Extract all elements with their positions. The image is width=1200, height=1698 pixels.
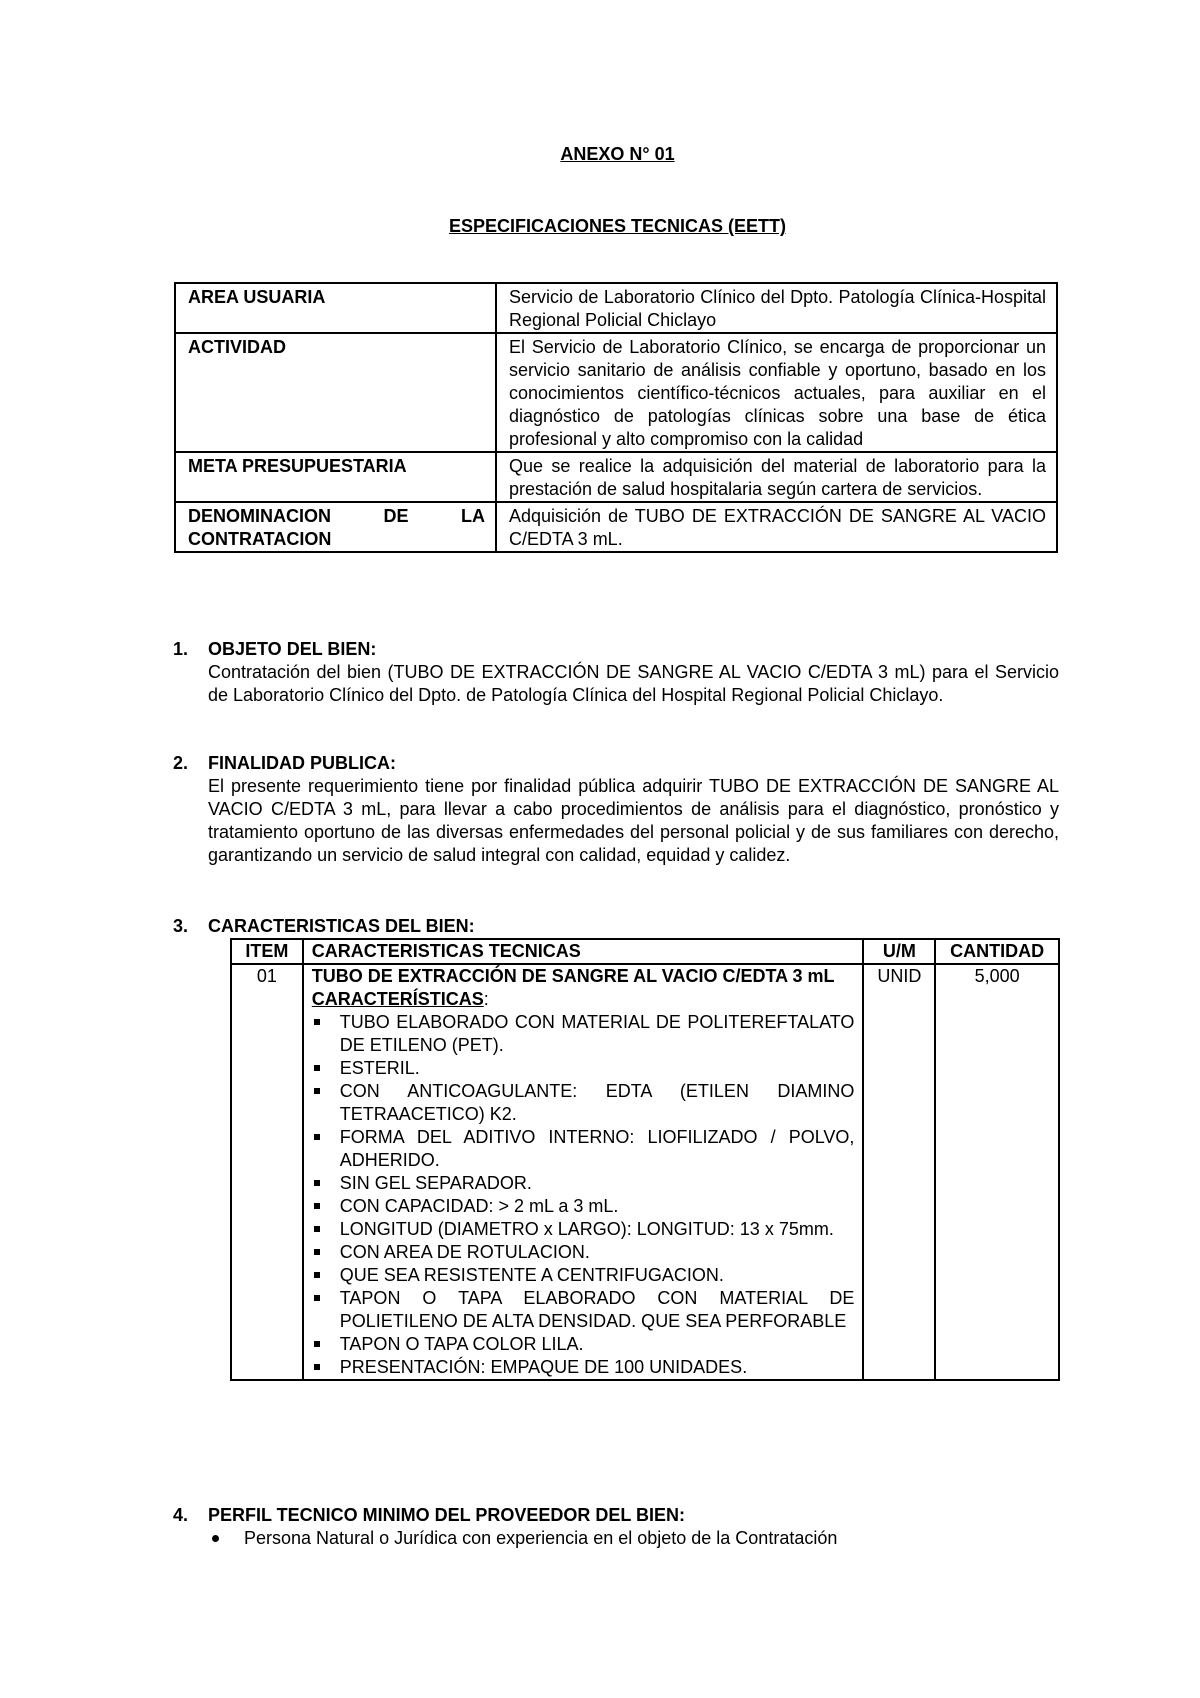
header-cantidad: CANTIDAD	[935, 939, 1059, 964]
feature-text: CON CAPACIDAD: > 2 mL a 3 mL.	[339, 1196, 619, 1216]
info-row	[175, 452, 1057, 502]
feature-text: TAPON O TAPA ELABORADO CON MATERIAL DE POLIETILENO DE ALTA DENSIDAD. QUE SEA PERFORABLE	[339, 1288, 855, 1331]
section-title: OBJETO DEL BIEN:	[208, 639, 377, 659]
feature-text: SIN GEL SEPARADOR.	[339, 1173, 532, 1193]
square-bullet-icon	[314, 1180, 320, 1186]
square-bullet-icon	[314, 1364, 320, 1370]
info-table	[174, 282, 1058, 553]
feature-text: CON AREA DE ROTULACION.	[339, 1242, 590, 1262]
info-label: META PRESUPUESTARIA	[175, 452, 496, 502]
feature-text: QUE SEA RESISTENTE A CENTRIFUGACION.	[339, 1265, 724, 1285]
feature-item	[312, 1333, 855, 1356]
feature-item	[312, 1195, 855, 1218]
perfil-list	[208, 1527, 1059, 1550]
square-bullet-icon	[314, 1088, 320, 1094]
feature-text: FORMA DEL ADITIVO INTERNO: LIOFILIZADO / POLVO, ADHERIDO.	[339, 1127, 855, 1170]
section-title: CARACTERISTICAS DEL BIEN:	[208, 916, 475, 936]
info-row	[175, 283, 1057, 333]
characteristics-label: CARACTERÍSTICAS	[311, 989, 484, 1009]
square-bullet-icon	[314, 1249, 320, 1255]
square-bullet-icon	[314, 1226, 320, 1232]
info-label: AREA USUARIA	[175, 283, 496, 333]
feature-text: TAPON O TAPA COLOR LILA.	[339, 1334, 584, 1354]
item-unit: UNID	[863, 964, 935, 1380]
info-label: ACTIVIDAD	[175, 333, 496, 452]
item-characteristics: TUBO DE EXTRACCIÓN DE SANGRE AL VACIO C/EDTA 3 mL CARACTERÍSTICAS: TUBO ELABORADO CON MATERIAL DE POLITEREFTALATO DE ETILENO (PET). ESTERIL. CON ANTICOAGULANTE: EDTA (ETILEN DIAMINO TETRAACETICO) K2. FORMA DEL ADITIVO INTERNO: LIOFILIZADO / POLVO, ADHERIDO. SIN GEL SEPARADOR. CON CAPACIDAD: > 2 mL a 3 mL. LONGITUD (DIAMETRO x LARGO): LONGITUD: 13 x 75mm. CON AREA DE ROTULACION. QUE SEA RESISTENTE A CENTRIFUGACION. TAPON O TAPA ELABORADO CON MATERIAL DE POLIETILENO DE ALTA DENSIDAD. QUE SEA PERFORABLE TAPON O TAPA COLOR LILA. PRESENTACIÓN: EMPAQUE DE 100 UNIDADES.	[303, 964, 864, 1380]
feature-text: LONGITUD (DIAMETRO x LARGO): LONGITUD: 13 x 75mm.	[339, 1219, 834, 1239]
feature-item	[312, 1356, 855, 1379]
info-row	[175, 502, 1057, 552]
feature-item	[312, 1126, 855, 1172]
section-perfil	[173, 1504, 1059, 1550]
square-bullet-icon	[314, 1019, 320, 1025]
feature-text: CON ANTICOAGULANTE: EDTA (ETILEN DIAMINO TETRAACETICO) K2.	[339, 1081, 855, 1124]
info-row	[175, 333, 1057, 452]
feature-item	[312, 1057, 855, 1080]
anexo-title: ANEXO N° 01	[560, 144, 675, 164]
document-title: ESPECIFICACIONES TECNICAS (EETT)	[448, 216, 787, 236]
spec-header-row	[231, 939, 1059, 964]
bullet-icon	[212, 1535, 219, 1542]
spec-table	[230, 938, 1060, 1381]
item-quantity: 5,000	[935, 964, 1059, 1380]
section-body: Contratación del bien (TUBO DE EXTRACCIÓN DE SANGRE AL VACIO C/EDTA 3 mL) para el Servicio de Laboratorio Clínico del Dpto. de Patología Clínica del Hospital Regional Policial Chiclayo.	[208, 662, 1059, 705]
info-label: DENOMINACION DE LA CONTRATACION	[175, 502, 496, 552]
header-um: U/M	[863, 939, 935, 964]
item-number: 01	[231, 964, 303, 1380]
section-number: 1.	[173, 639, 189, 659]
feature-item	[312, 1218, 855, 1241]
section-number: 3.	[173, 916, 189, 936]
feature-item	[312, 1241, 855, 1264]
feature-item	[312, 1287, 855, 1333]
header-item: ITEM	[231, 939, 303, 964]
section-title: FINALIDAD PUBLICA:	[208, 753, 396, 773]
square-bullet-icon	[314, 1295, 320, 1301]
info-value: El Servicio de Laboratorio Clínico, se encarga de proporcionar un servicio sanitario de análisis confiable y oportuno, basado en los conocimientos científico-técnicos actuales, para auxiliar en el diagnóstico de patologías clínicas sobre una base de ética profesional y alto compromiso con la calidad	[496, 333, 1057, 452]
feature-item	[312, 1080, 855, 1126]
square-bullet-icon	[314, 1134, 320, 1140]
square-bullet-icon	[314, 1203, 320, 1209]
feature-item	[312, 1172, 855, 1195]
section-finalidad	[173, 752, 1059, 867]
feature-item	[312, 1011, 855, 1057]
info-value: Servicio de Laboratorio Clínico del Dpto. Patología Clínica-Hospital Regional Policial Chiclayo	[496, 283, 1057, 333]
feature-text: PRESENTACIÓN: EMPAQUE DE 100 UNIDADES.	[339, 1357, 748, 1377]
info-value: Adquisición de TUBO DE EXTRACCIÓN DE SANGRE AL VACIO C/EDTA 3 mL.	[496, 502, 1057, 552]
section-objeto	[173, 638, 1059, 707]
feature-text: ESTERIL.	[339, 1058, 420, 1078]
table-row	[231, 964, 1059, 1380]
feature-list	[312, 1011, 855, 1379]
list-item: Persona Natural o Jurídica con experiencia en el objeto de la Contratación	[208, 1527, 1059, 1550]
section-title: PERFIL TECNICO MINIMO DEL PROVEEDOR DEL BIEN:	[208, 1505, 686, 1525]
header-caracteristicas: CARACTERISTICAS TECNICAS	[303, 939, 864, 964]
square-bullet-icon	[314, 1272, 320, 1278]
square-bullet-icon	[314, 1065, 320, 1071]
section-number: 4.	[173, 1505, 189, 1525]
section-body: El presente requerimiento tiene por finalidad pública adquirir TUBO DE EXTRACCIÓN DE SANGRE AL VACIO C/EDTA 3 mL, para llevar a cabo procedimientos de análisis para el diagnóstico, pronóstico y tratamiento oportuno de las diversas enfermedades del personal policial y de sus familiares con derecho, garantizando un servicio de salud integral con calidad, equidad y calidez.	[208, 776, 1059, 865]
feature-text: TUBO ELABORADO CON MATERIAL DE POLITEREFTALATO DE ETILENO (PET).	[339, 1012, 855, 1055]
section-number: 2.	[173, 753, 189, 773]
product-name: TUBO DE EXTRACCIÓN DE SANGRE AL VACIO C/EDTA 3 mL	[311, 966, 835, 986]
square-bullet-icon	[314, 1341, 320, 1347]
feature-item	[312, 1264, 855, 1287]
section-caracteristicas	[173, 915, 1059, 938]
info-value: Que se realice la adquisición del material de laboratorio para la prestación de salud hospitalaria según cartera de servicios.	[496, 452, 1057, 502]
